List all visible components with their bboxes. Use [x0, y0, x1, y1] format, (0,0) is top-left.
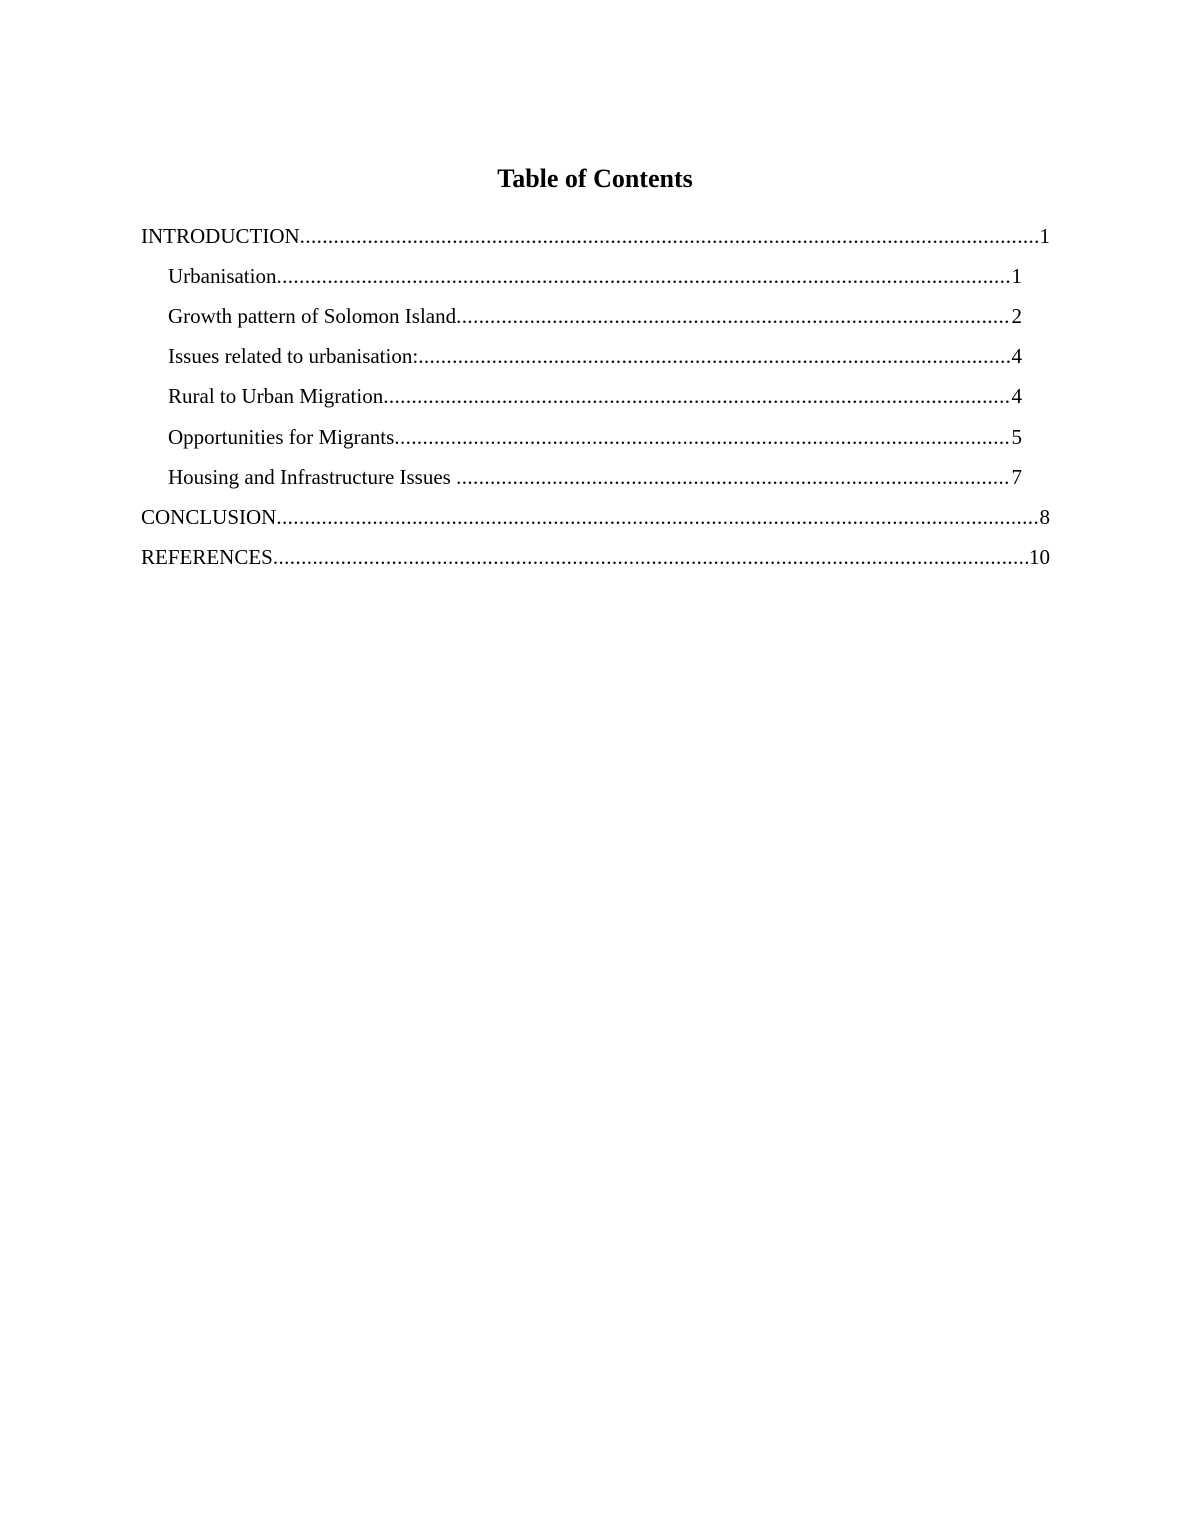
toc-entry-issues-urbanisation[interactable] [168, 340, 1022, 372]
toc-entry-label: INTRODUCTION [141, 224, 300, 248]
toc-entry-growth-pattern[interactable] [168, 300, 1022, 332]
toc-entry-opportunities-migrants[interactable] [168, 421, 1022, 453]
toc-dot-leader [276, 260, 1010, 292]
toc-page-number: 2 [1011, 304, 1022, 328]
toc-entry-conclusion[interactable] [141, 501, 1050, 533]
toc-page-number: 4 [1011, 344, 1022, 368]
toc-entry-label: Opportunities for Migrants [168, 425, 395, 449]
toc-dot-leader [276, 501, 1038, 533]
toc-entry-introduction[interactable] [141, 220, 1050, 252]
toc-entry-urbanisation[interactable] [168, 260, 1022, 292]
toc-dot-leader [456, 461, 1010, 493]
toc-dot-leader [383, 380, 1010, 412]
toc-page-number: 1 [1011, 264, 1022, 288]
toc-entry-label: REFERENCES [141, 545, 273, 569]
toc-page-number: 10 [1029, 545, 1050, 569]
toc-page-number: 5 [1011, 425, 1022, 449]
toc-page-number: 4 [1011, 384, 1022, 408]
toc-page-number: 8 [1039, 505, 1050, 529]
toc-entry-label: Growth pattern of Solomon Island [168, 304, 457, 328]
toc-dot-leader [394, 421, 1010, 453]
toc-entry-rural-urban-migration[interactable] [168, 380, 1022, 412]
toc-title: Table of Contents [497, 164, 693, 193]
toc-entry-label: Issues related to urbanisation: [168, 344, 419, 368]
toc-entry-label: CONCLUSION [141, 505, 277, 529]
toc-entry-housing-infrastructure[interactable] [168, 461, 1022, 493]
toc-entry-label: Rural to Urban Migration [168, 384, 384, 408]
toc-page-number: 7 [1011, 465, 1022, 489]
toc-entry-references[interactable] [141, 541, 1050, 573]
toc-page-number: 1 [1039, 224, 1050, 248]
toc-entry-label: Housing and Infrastructure Issues [168, 465, 457, 489]
toc-dot-leader [418, 340, 1010, 372]
toc-dot-leader [300, 220, 1039, 252]
toc-entry-label: Urbanisation [168, 264, 277, 288]
toc-dot-leader [273, 541, 1028, 573]
toc-dot-leader [456, 300, 1010, 332]
